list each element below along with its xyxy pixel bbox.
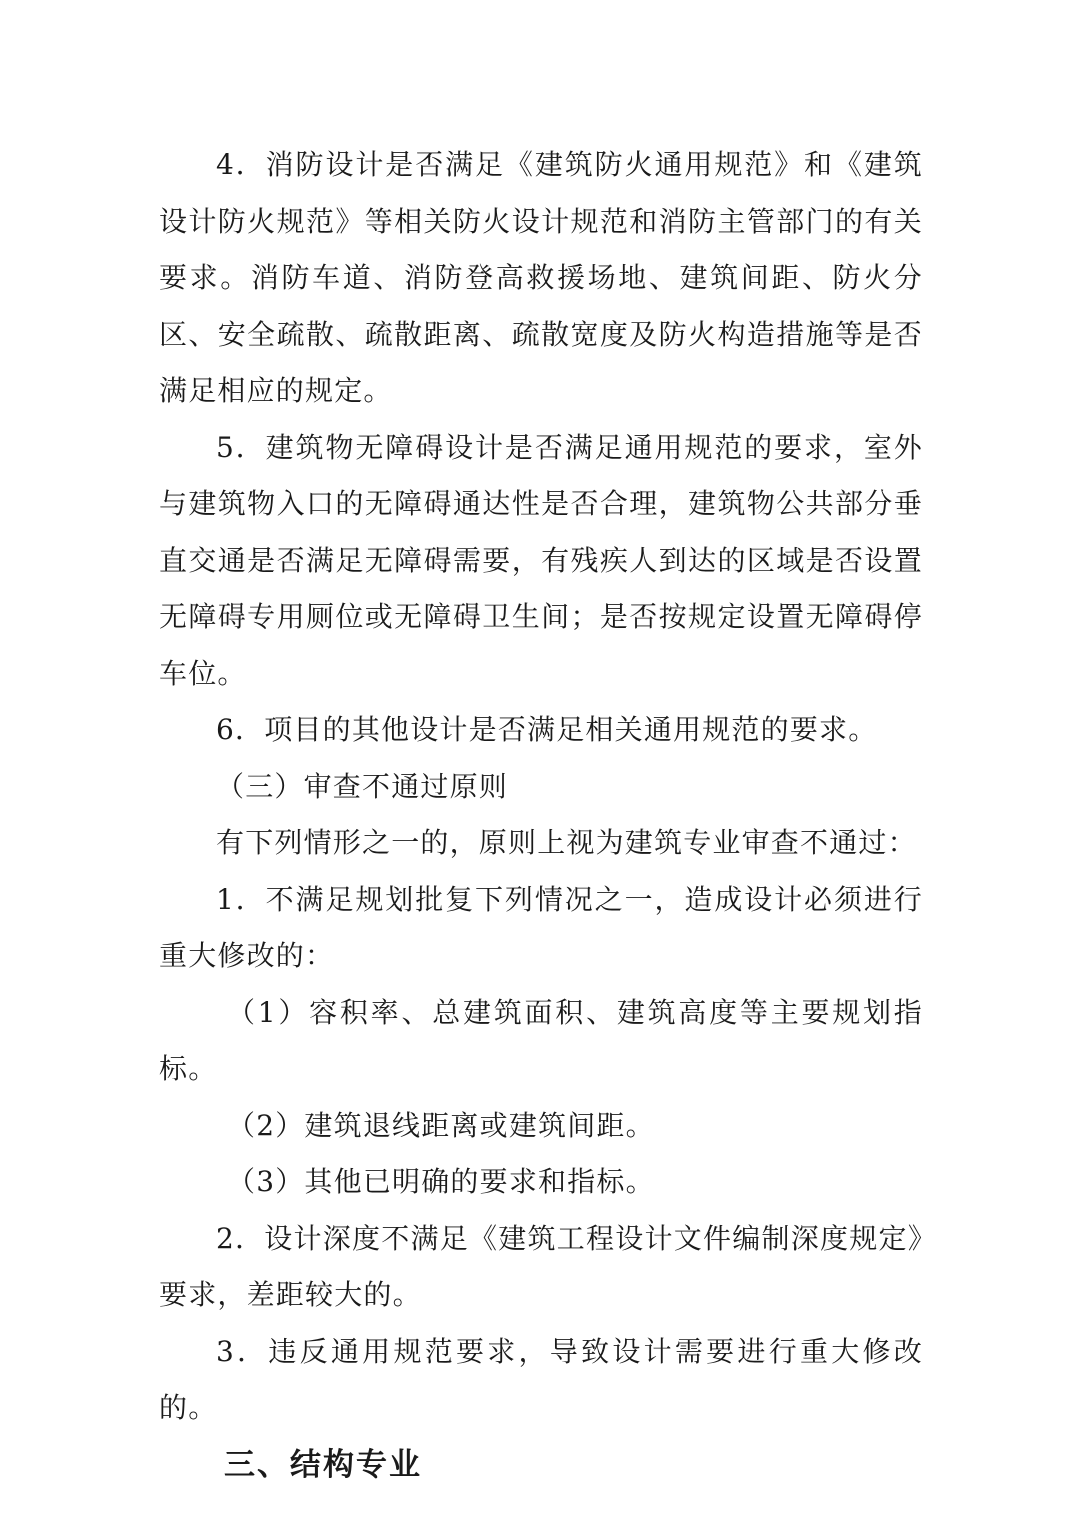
paragraph-design-depth: 2．设计深度不满足《建筑工程设计文件编制深度规定》要求，差距较大的。 bbox=[159, 1221, 923, 1311]
subsection-title-review-fail-principles: （三）审查不通过原则 bbox=[216, 769, 509, 803]
paragraph-accessibility-design: 5．建筑物无障碍设计是否满足通用规范的要求，室外与建筑物入口的无障碍通达性是否合理，建筑物公共部分垂直交通是否满足无障碍需要，有残疾人到达的区域是否设置无障碍专用厕位或无障碍卫生间；是否按规定设置无障碍停车位。 bbox=[159, 430, 923, 690]
paragraph-other-design: 6．项目的其他设计是否满足相关通用规范的要求。 bbox=[216, 713, 878, 746]
document-body bbox=[159, 137, 923, 1493]
list-item-other-requirements: （3）其他已明确的要求和指标。 bbox=[227, 1165, 655, 1198]
section-heading-structure: 三、结构专业 bbox=[224, 1446, 422, 1483]
paragraph-fire-design: 4．消防设计是否满足《建筑防火通用规范》和《建筑设计防火规范》等相关防火设计规范和消防主管部门的有关要求。消防车道、消防登高救援场地、建筑间距、防火分区、安全疏散、疏散距离、疏散宽度及防火构造措施等是否满足相应的规定。 bbox=[159, 148, 923, 407]
list-item-plot-ratio: （1）容积率、总建筑面积、建筑高度等主要规划指标。 bbox=[159, 995, 923, 1085]
paragraph-code-violation: 3．违反通用规范要求，导致设计需要进行重大修改的。 bbox=[159, 1334, 923, 1424]
paragraph-planning-noncompliance: 1．不满足规划批复下列情况之一，造成设计必须进行重大修改的： bbox=[159, 882, 923, 972]
list-item-setback-distance: （2）建筑退线距离或建筑间距。 bbox=[227, 1108, 655, 1142]
paragraph-review-fail-intro: 有下列情形之一的，原则上视为建筑专业审查不通过： bbox=[216, 826, 917, 859]
